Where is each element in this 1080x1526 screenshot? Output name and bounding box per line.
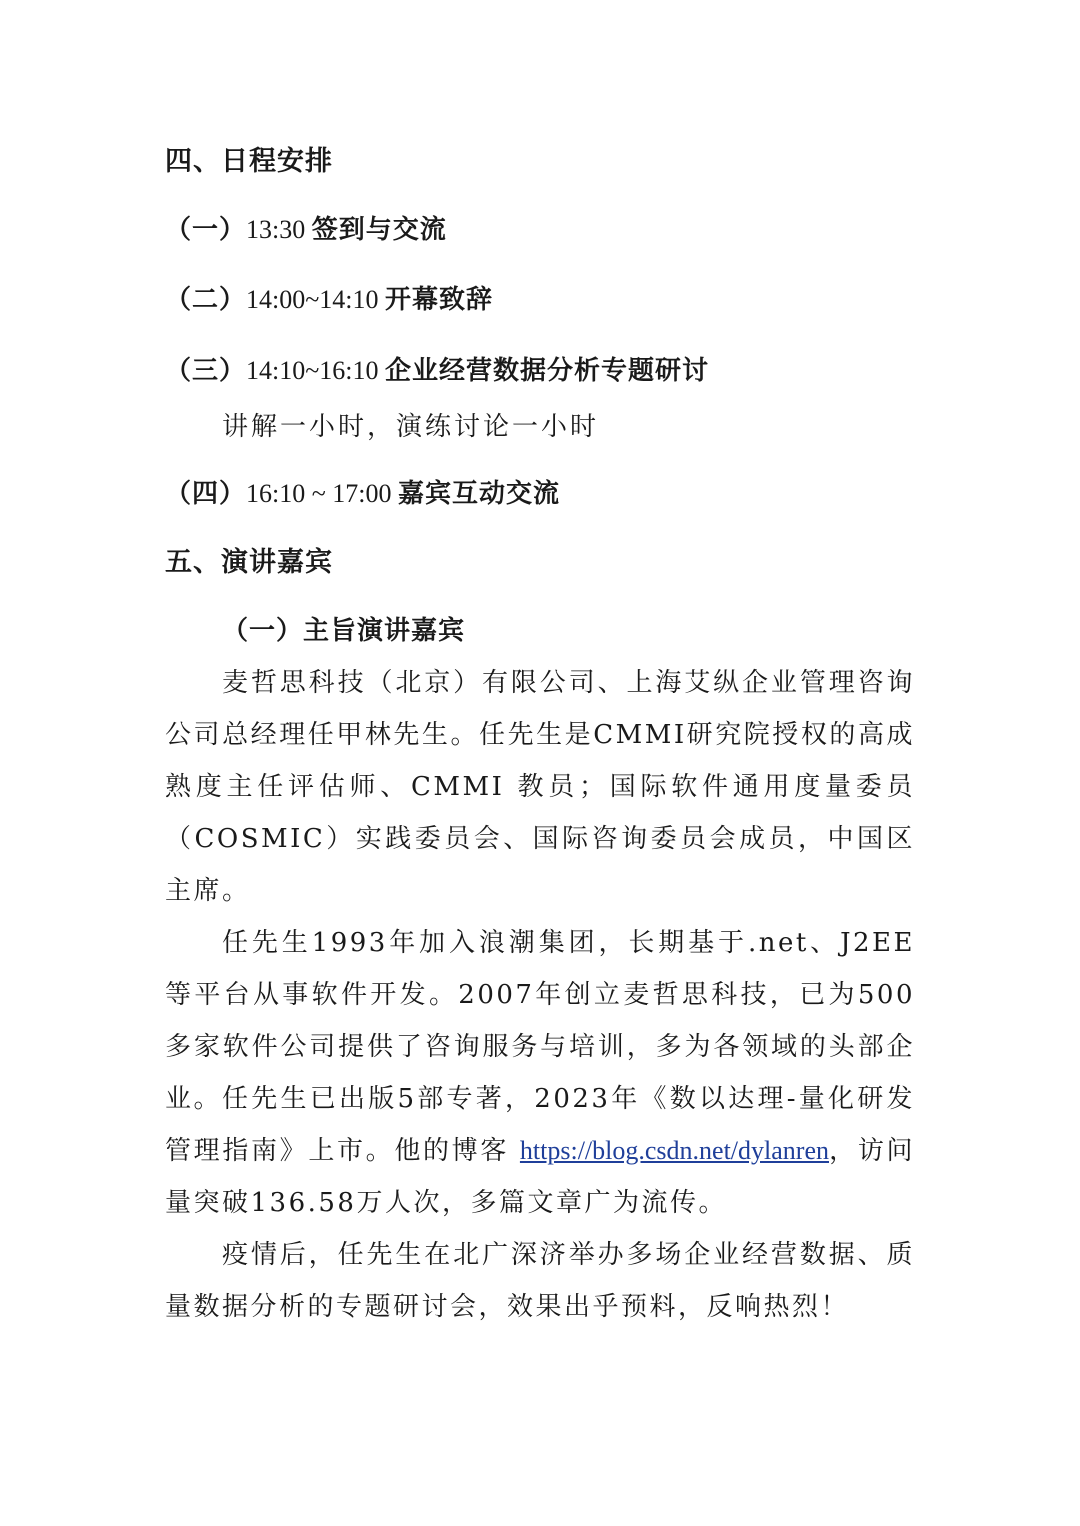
schedule-item-time: 14:00~14:10: [246, 285, 386, 314]
schedule-item-title: 开幕致辞: [385, 285, 494, 315]
speaker-bio-paragraph-3: [165, 1073, 915, 1229]
schedule-item-prefix: （三）: [165, 356, 247, 386]
schedule-item-3: [165, 353, 709, 389]
schedule-item-time: 16:10 ~ 17:00: [246, 479, 399, 508]
schedule-item-prefix: （二）: [165, 285, 247, 315]
schedule-item-time: 13:30: [246, 215, 312, 244]
schedule-item-prefix: （四）: [165, 479, 247, 509]
speaker-bio-paragraph-1: 麦哲思科技（北京）有限公司、上海艾纵企业管理咨询公司总经理任甲林先生。任先生是CMMI研究院授权的高成熟度主任评估师、CMMI 教员；国际软件通用度量委员（COSMIC）实践委员会、国际咨询委员会成员，中国区主席。: [165, 668, 915, 906]
paragraph-text: ，访问量突破136.58万人次，多篇文章广为流传。: [165, 1136, 915, 1218]
blog-link[interactable]: https://blog.csdn.net/dylanren: [519, 1136, 829, 1165]
schedule-item-title: 签到与交流: [311, 215, 447, 245]
paragraph-text: 任先生已出版5部专著，2023年《数以达理-量化研发管理指南》上市。他的博客: [165, 1084, 915, 1166]
schedule-item-prefix: （一）: [165, 215, 247, 245]
speaker-bio-paragraph-4: 疫情后，任先生在北广深济举办多场企业经营数据、质量数据分析的专题研讨会，效果出乎预料，反响热烈！: [165, 1240, 915, 1322]
schedule-item-1: [165, 212, 447, 248]
schedule-item-title: 企业经营数据分析专题研讨: [385, 356, 710, 386]
subheading-keynote-speaker: （一）主旨演讲嘉宾: [222, 616, 466, 646]
section-heading-speakers: 五、演讲嘉宾: [165, 547, 333, 578]
schedule-item-4: [165, 476, 560, 512]
schedule-item-2: [165, 282, 493, 318]
schedule-item-3-note: 讲解一小时，演练讨论一小时: [222, 412, 600, 442]
schedule-item-time: 14:10~16:10: [246, 356, 386, 385]
speaker-bio-paragraph-2: 任先生1993年加入浪潮集团，长期基于.net、J2EE等平台从事软件开发。2007年创立麦哲思科技，已为500多家软件公司提供了咨询服务与培训，多为各领域的头部企业。: [165, 928, 915, 1114]
schedule-item-title: 嘉宾互动交流: [398, 479, 561, 509]
section-heading-schedule: 四、日程安排: [165, 146, 333, 177]
